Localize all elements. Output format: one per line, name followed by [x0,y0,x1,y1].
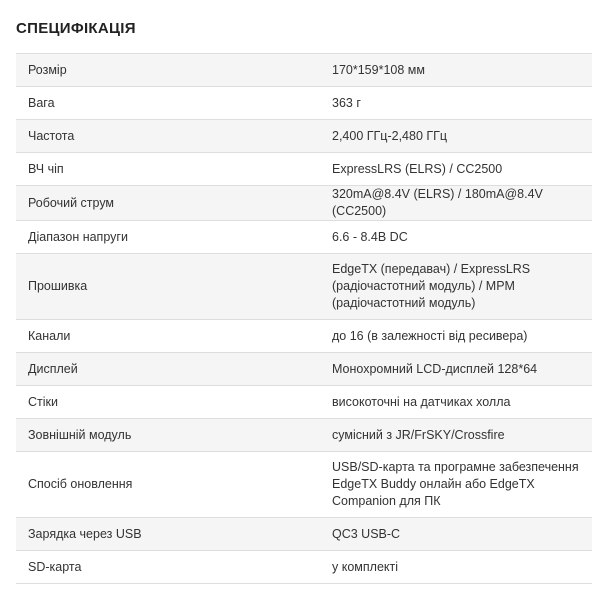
spec-value: 6.6 - 8.4В DC [302,221,592,254]
table-row [16,254,592,320]
table-row [16,120,592,153]
table-row [16,386,592,419]
spec-table [16,53,592,584]
spec-value: Монохромний LCD-дисплей 128*64 [302,353,592,386]
spec-value: у комплекті [302,551,592,584]
table-row [16,518,592,551]
spec-value: високоточні на датчиках холла [302,386,592,419]
table-row [16,419,592,452]
table-row [16,452,592,518]
spec-key: Спосіб оновлення [16,452,302,518]
spec-value: 2,400 ГГц-2,480 ГГц [302,120,592,153]
spec-value: QC3 USB-C [302,518,592,551]
spec-key: Розмір [16,54,302,87]
spec-title: СПЕЦИФІКАЦІЯ [16,20,136,37]
spec-value: 320mA@8.4V (ELRS) / 180mA@8.4V (CC2500) [302,186,592,221]
spec-value: USB/SD-карта та програмне забезпечення EdgeTX Buddy онлайн або EdgeTX Companion для ПК [302,452,592,518]
table-row [16,54,592,87]
table-row [16,186,592,221]
spec-value: до 16 (в залежності від ресивера) [302,320,592,353]
table-row [16,320,592,353]
spec-key: Вага [16,87,302,120]
spec-value: сумісний з JR/FrSKY/Crossfire [302,419,592,452]
spec-key: ВЧ чіп [16,153,302,186]
spec-value: ExpressLRS (ELRS) / CC2500 [302,153,592,186]
spec-key: Прошивка [16,254,302,320]
spec-value: 170*159*108 мм [302,54,592,87]
spec-key: Робочий струм [16,186,302,221]
spec-key: Зовнішній модуль [16,419,302,452]
spec-key: Дисплей [16,353,302,386]
table-row [16,551,592,584]
spec-key: Діапазон напруги [16,221,302,254]
spec-key: SD-карта [16,551,302,584]
table-row [16,221,592,254]
spec-key: Частота [16,120,302,153]
table-row [16,353,592,386]
table-row [16,153,592,186]
spec-key: Зарядка через USB [16,518,302,551]
table-row [16,87,592,120]
spec-value: EdgeTX (передавач) / ExpressLRS (радіочастотний модуль) / MPM (радіочастотний модуль) [302,254,592,320]
spec-key: Стіки [16,386,302,419]
spec-value: 363 г [302,87,592,120]
spec-key: Канали [16,320,302,353]
